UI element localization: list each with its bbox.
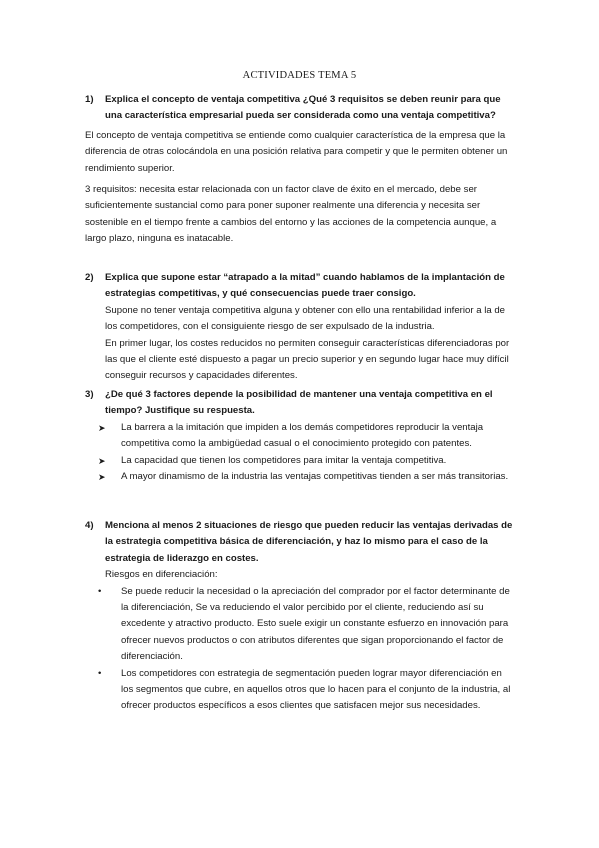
document-title: ACTIVIDADES TEMA 5: [242, 70, 357, 81]
bullet-icon: •: [98, 667, 102, 679]
list-item: [85, 469, 515, 485]
list-item-text: Los competidores con estrategia de segmentación pueden lograr mayor diferenciación en los segmentos que cubre, en aquellos otros que lo hacen para el conjunto de la industria, al ofrecer productos específicos a esos clientes que satisfacen mejor sus necesidades.: [121, 667, 511, 712]
risks-subheading: Riesgos en diferenciación:: [105, 569, 218, 581]
arrow-bullet-icon: ➤: [98, 455, 106, 466]
list-item: [85, 584, 515, 666]
question-4-block: [85, 518, 515, 715]
answer-2-paragraph-1: Supone no tener ventaja competitiva alguna y obtener con ello una rentabilidad inferior a la de los competidores, con el consiguiente riesgo de ser expulsado de la industria.: [105, 304, 506, 333]
question-3-text: ¿De qué 3 factores depende la posibilidad de mantener una ventaja competitiva en el tiempo? Justifique su respuesta.: [105, 389, 493, 417]
question-1-block: [85, 92, 515, 125]
answer-1-paragraph-2: 3 requisitos: necesita estar relacionada con un factor clave de éxito en el mercado, debe ser suficientemente sustancial como para poner suponer realmente una diferencia y necesita ser sostenible en el tiempo frente a cambios del entorno y las acciones de la competencia aunque, a largo plazo, ninguna es inatacable.: [85, 184, 497, 245]
question-1-text: Explica el concepto de ventaja competitiva ¿Qué 3 requisitos se deben reunir para que una característica empresarial pueda ser considerada como una ventaja competitiva?: [105, 94, 501, 122]
question-3-block: [85, 387, 515, 485]
list-item-text: Se puede reducir la necesidad o la apreciación del comprador por el factor determinante de la diferenciación, Se va reduciendo el valor percibido por el cliente, reduciendo así su excedente y atractivo producto. Esto suele exigir un constante esfuerzo en innovación para ofrecer nuevos productos o con atributos diferentes que sigan proporcionando el factor de diferenciación.: [121, 585, 510, 663]
question-2-block: [85, 270, 515, 385]
list-item: [85, 453, 515, 469]
risks-list: [85, 584, 515, 715]
question-4: [85, 518, 515, 567]
question-4-text: Menciona al menos 2 situaciones de riesgo que pueden reducir las ventajas derivadas de la estrategia competitiva básica de diferenciación, y haz lo mismo para el caso de la estrategia de liderazgo en costes.: [105, 520, 513, 564]
question-2-text: Explica que supone estar “atrapado a la mitad” cuando hablamos de la implantación de estrategias competitivas, y qué consecuencias puede traer consigo.: [105, 272, 505, 300]
list-item-text: La barrera a la imitación que impiden a los demás competidores reproducir la ventaja competitiva como la ambigüedad casual o el conocimiento protegido con patentes.: [121, 421, 484, 450]
list-item-text: La capacidad que tienen los competidores para imitar la ventaja competitiva.: [121, 454, 447, 466]
answer-1-block: [85, 128, 515, 177]
list-item: [85, 666, 515, 715]
arrow-bullet-icon: ➤: [98, 472, 106, 483]
question-4-number: 4): [85, 520, 94, 531]
arrow-bullet-icon: ➤: [98, 422, 106, 433]
answer-1-block-2: [85, 182, 515, 248]
list-item: [85, 420, 515, 453]
question-3-number: 3): [85, 389, 94, 400]
question-2: [85, 270, 515, 303]
list-item-text: A mayor dinamismo de la industria las ventajas competitivas tienden a ser más transitorias.: [121, 471, 509, 483]
question-1-number: 1): [85, 94, 94, 105]
answer-2-paragraph-2: En primer lugar, los costes reducidos no permiten conseguir características diferenciadoras por las que el cliente esté dispuesto a pagar un precio superior y en segundo lugar hace muy difícil conseguir recursos y capacidades diferentes.: [105, 337, 510, 382]
question-2-number: 2): [85, 272, 94, 283]
bullet-icon: •: [98, 585, 102, 597]
answer-1-paragraph-1: El concepto de ventaja competitiva se entiende como cualquier característica de la empresa que la diferencia de otras colocándola en una posición relativa para competir y que le permiten obtener un rendimiento superior.: [85, 130, 508, 174]
question-1: [85, 92, 515, 125]
question-3: [85, 387, 515, 420]
factors-list: [85, 420, 515, 486]
